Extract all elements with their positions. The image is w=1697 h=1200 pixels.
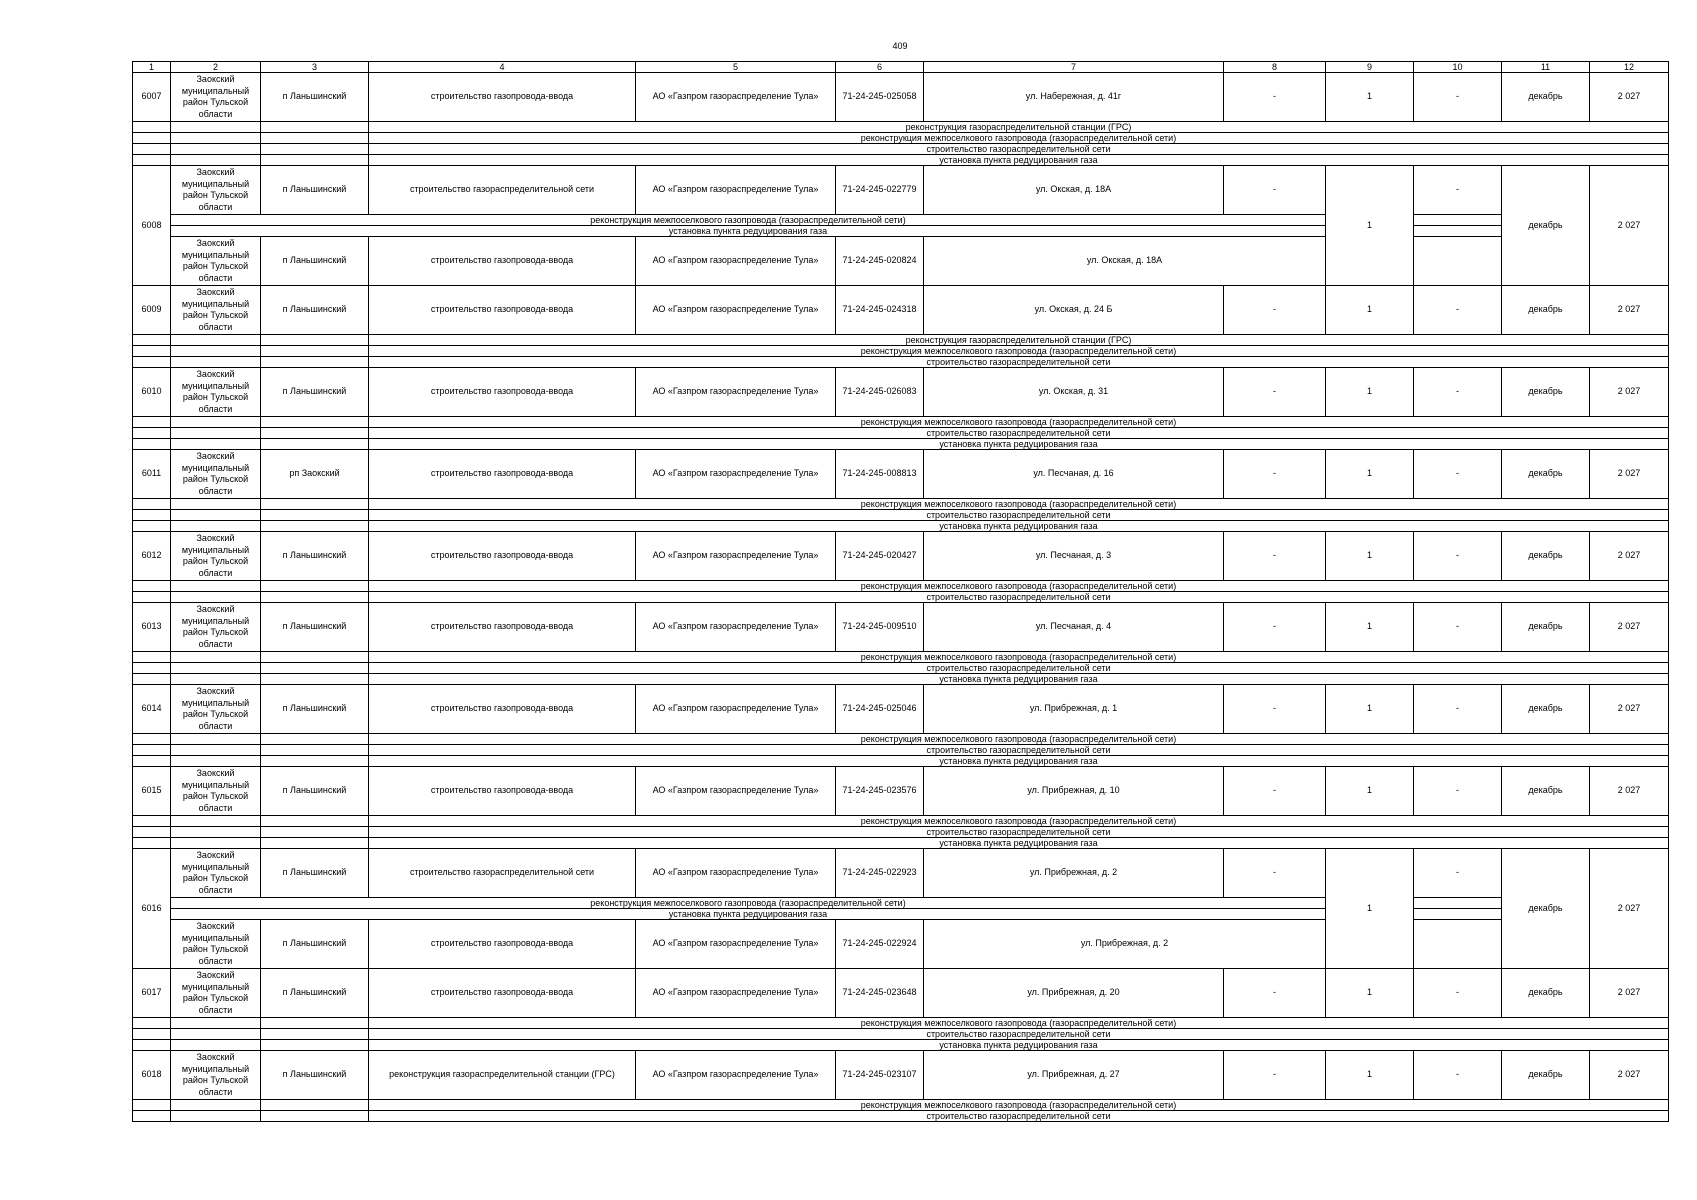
application-code-cell: 71-24-245-022924 bbox=[836, 920, 924, 969]
subwork-text: строительство газораспределительной сети bbox=[369, 663, 1669, 674]
operator-cell: АО «Газпром газораспределение Тула» bbox=[636, 450, 836, 499]
application-code-cell: 71-24-245-025046 bbox=[836, 685, 924, 734]
operator-cell: АО «Газпром газораспределение Тула» bbox=[636, 685, 836, 734]
district-cell: Заокский муниципальный район Тульской области bbox=[171, 286, 261, 335]
column-header: 12 bbox=[1590, 62, 1669, 73]
year-cell: 2 027 bbox=[1590, 1051, 1669, 1100]
subwork-text: установка пункта редуцирования газа bbox=[369, 155, 1669, 166]
value-cell: 1 bbox=[1326, 532, 1414, 581]
work-type-cell: реконструкция газораспределительной станции (ГРС) bbox=[369, 1051, 636, 1100]
subwork-text: реконструкция межпоселкового газопровода (газораспределительной сети) bbox=[369, 816, 1669, 827]
value-cell: - bbox=[1224, 286, 1326, 335]
subwork-row bbox=[133, 510, 1669, 521]
operator-cell: АО «Газпром газораспределение Тула» bbox=[636, 368, 836, 417]
settlement-cell: п Ланьшинский bbox=[261, 603, 369, 652]
district-cell: Заокский муниципальный район Тульской области bbox=[171, 685, 261, 734]
month-cell: декабрь bbox=[1502, 969, 1590, 1018]
subwork-text: строительство газораспределительной сети bbox=[369, 1111, 1669, 1122]
table-row bbox=[133, 920, 1669, 969]
subwork-row bbox=[133, 521, 1669, 532]
subwork-row bbox=[133, 909, 1669, 920]
address-cell: ул. Песчаная, д. 4 bbox=[924, 603, 1224, 652]
year-cell: 2 027 bbox=[1590, 685, 1669, 734]
address-cell: ул. Прибрежная, д. 2 bbox=[924, 920, 1326, 969]
subwork-text: реконструкция межпоселкового газопровода (газораспределительной сети) bbox=[171, 898, 1326, 909]
operator-cell: АО «Газпром газораспределение Тула» bbox=[636, 603, 836, 652]
address-cell: ул. Прибрежная, д. 10 bbox=[924, 767, 1224, 816]
settlement-cell: п Ланьшинский bbox=[261, 368, 369, 417]
settlement-cell: рп Заокский bbox=[261, 450, 369, 499]
table-row bbox=[133, 73, 1669, 122]
month-cell: декабрь bbox=[1502, 450, 1590, 499]
month-cell: декабрь bbox=[1502, 767, 1590, 816]
work-type-cell: строительство газопровода-ввода bbox=[369, 73, 636, 122]
work-type-cell: строительство газораспределительной сети bbox=[369, 849, 636, 898]
value-cell: 1 bbox=[1326, 450, 1414, 499]
subwork-row bbox=[133, 756, 1669, 767]
work-type-cell: строительство газопровода-ввода bbox=[369, 685, 636, 734]
district-cell: Заокский муниципальный район Тульской области bbox=[171, 849, 261, 898]
table-row bbox=[133, 603, 1669, 652]
column-header: 1 bbox=[133, 62, 171, 73]
table-row bbox=[133, 237, 1669, 286]
settlement-cell: п Ланьшинский bbox=[261, 767, 369, 816]
column-header: 11 bbox=[1502, 62, 1590, 73]
value-cell: 1 bbox=[1326, 849, 1414, 969]
value-cell: - bbox=[1414, 767, 1502, 816]
district-cell: Заокский муниципальный район Тульской области bbox=[171, 237, 261, 286]
subwork-row bbox=[133, 581, 1669, 592]
table-row bbox=[133, 969, 1669, 1018]
year-cell: 2 027 bbox=[1590, 767, 1669, 816]
address-cell: ул. Прибрежная, д. 1 bbox=[924, 685, 1224, 734]
value-cell: - bbox=[1224, 767, 1326, 816]
settlement-cell: п Ланьшинский bbox=[261, 166, 369, 215]
work-type-cell: строительство газопровода-ввода bbox=[369, 368, 636, 417]
subwork-text: строительство газораспределительной сети bbox=[369, 745, 1669, 756]
address-cell: ул. Песчаная, д. 16 bbox=[924, 450, 1224, 499]
district-cell: Заокский муниципальный район Тульской области bbox=[171, 532, 261, 581]
month-cell: декабрь bbox=[1502, 1051, 1590, 1100]
address-cell: ул. Окская, д. 31 bbox=[924, 368, 1224, 417]
month-cell: декабрь bbox=[1502, 603, 1590, 652]
district-cell: Заокский муниципальный район Тульской области bbox=[171, 1051, 261, 1100]
operator-cell: АО «Газпром газораспределение Тула» bbox=[636, 237, 836, 286]
value-cell: 1 bbox=[1326, 1051, 1414, 1100]
gasification-table bbox=[132, 61, 1669, 1122]
table-row bbox=[133, 450, 1669, 499]
subwork-row bbox=[133, 652, 1669, 663]
subwork-text: установка пункта редуцирования газа bbox=[171, 226, 1326, 237]
subwork-text: строительство газораспределительной сети bbox=[369, 510, 1669, 521]
settlement-cell: п Ланьшинский bbox=[261, 920, 369, 969]
subwork-text: реконструкция межпоселкового газопровода (газораспределительной сети) bbox=[369, 734, 1669, 745]
application-code-cell: 71-24-245-025058 bbox=[836, 73, 924, 122]
subwork-row bbox=[133, 439, 1669, 450]
value-cell: - bbox=[1414, 368, 1502, 417]
subwork-text: строительство газораспределительной сети bbox=[369, 428, 1669, 439]
subwork-row bbox=[133, 674, 1669, 685]
settlement-cell: п Ланьшинский bbox=[261, 286, 369, 335]
row-number: 6018 bbox=[133, 1051, 171, 1100]
subwork-text: реконструкция межпоселкового газопровода (газораспределительной сети) bbox=[171, 215, 1326, 226]
value-cell: - bbox=[1414, 286, 1502, 335]
subwork-text: установка пункта редуцирования газа bbox=[369, 521, 1669, 532]
value-cell: 1 bbox=[1326, 603, 1414, 652]
column-header: 7 bbox=[924, 62, 1224, 73]
subwork-text: установка пункта редуцирования газа bbox=[369, 756, 1669, 767]
year-cell: 2 027 bbox=[1590, 969, 1669, 1018]
subwork-text: реконструкция газораспределительной станции (ГРС) bbox=[369, 122, 1669, 133]
year-cell: 2 027 bbox=[1590, 368, 1669, 417]
district-cell: Заокский муниципальный район Тульской области bbox=[171, 450, 261, 499]
operator-cell: АО «Газпром газораспределение Тула» bbox=[636, 767, 836, 816]
subwork-row bbox=[133, 663, 1669, 674]
subwork-text: реконструкция межпоселкового газопровода (газораспределительной сети) bbox=[369, 346, 1669, 357]
operator-cell: АО «Газпром газораспределение Тула» bbox=[636, 166, 836, 215]
address-cell: ул. Прибрежная, д. 20 bbox=[924, 969, 1224, 1018]
subwork-row bbox=[133, 335, 1669, 346]
value-cell: 1 bbox=[1326, 368, 1414, 417]
subwork-row bbox=[133, 133, 1669, 144]
value-cell: 1 bbox=[1326, 286, 1414, 335]
work-type-cell: строительство газопровода-ввода bbox=[369, 532, 636, 581]
subwork-row bbox=[133, 734, 1669, 745]
subwork-row bbox=[133, 1100, 1669, 1111]
subwork-text: реконструкция межпоселкового газопровода (газораспределительной сети) bbox=[369, 417, 1669, 428]
year-cell: 2 027 bbox=[1590, 73, 1669, 122]
value-cell: - bbox=[1414, 532, 1502, 581]
subwork-text: реконструкция межпоселкового газопровода (газораспределительной сети) bbox=[369, 1018, 1669, 1029]
row-number: 6017 bbox=[133, 969, 171, 1018]
column-number-header-row bbox=[133, 62, 1669, 73]
value-cell: 1 bbox=[1326, 166, 1414, 286]
row-number: 6009 bbox=[133, 286, 171, 335]
subwork-row bbox=[133, 155, 1669, 166]
year-cell: 2 027 bbox=[1590, 286, 1669, 335]
subwork-text: реконструкция межпоселкового газопровода (газораспределительной сети) bbox=[369, 581, 1669, 592]
table-row bbox=[133, 286, 1669, 335]
work-type-cell: строительство газопровода-ввода bbox=[369, 450, 636, 499]
subwork-row bbox=[133, 827, 1669, 838]
table-row bbox=[133, 849, 1669, 898]
application-code-cell: 71-24-245-022779 bbox=[836, 166, 924, 215]
subwork-row bbox=[133, 346, 1669, 357]
subwork-text: реконструкция межпоселкового газопровода (газораспределительной сети) bbox=[369, 499, 1669, 510]
work-type-cell: строительство газопровода-ввода bbox=[369, 286, 636, 335]
month-cell: декабрь bbox=[1502, 685, 1590, 734]
month-cell: декабрь bbox=[1502, 166, 1590, 286]
application-code-cell: 71-24-245-023576 bbox=[836, 767, 924, 816]
row-number: 6016 bbox=[133, 849, 171, 969]
subwork-text: установка пункта редуцирования газа bbox=[171, 909, 1326, 920]
column-header: 4 bbox=[369, 62, 636, 73]
application-code-cell: 71-24-245-026083 bbox=[836, 368, 924, 417]
value-cell: - bbox=[1224, 1051, 1326, 1100]
column-header: 10 bbox=[1414, 62, 1502, 73]
value-cell: - bbox=[1414, 1051, 1502, 1100]
row-number: 6013 bbox=[133, 603, 171, 652]
month-cell: декабрь bbox=[1502, 849, 1590, 969]
value-cell: 1 bbox=[1326, 969, 1414, 1018]
year-cell: 2 027 bbox=[1590, 532, 1669, 581]
page-number: 409 bbox=[892, 41, 908, 51]
value-cell: - bbox=[1224, 166, 1326, 215]
subwork-row bbox=[133, 838, 1669, 849]
value-cell: - bbox=[1224, 603, 1326, 652]
settlement-cell: п Ланьшинский bbox=[261, 849, 369, 898]
column-header: 5 bbox=[636, 62, 836, 73]
subwork-text: строительство газораспределительной сети bbox=[369, 827, 1669, 838]
value-cell: - bbox=[1414, 969, 1502, 1018]
table-row bbox=[133, 767, 1669, 816]
operator-cell: АО «Газпром газораспределение Тула» bbox=[636, 73, 836, 122]
work-type-cell: строительство газопровода-ввода bbox=[369, 237, 636, 286]
table-row bbox=[133, 368, 1669, 417]
value-cell: 1 bbox=[1326, 767, 1414, 816]
value-cell: - bbox=[1414, 450, 1502, 499]
settlement-cell: п Ланьшинский bbox=[261, 237, 369, 286]
row-number: 6012 bbox=[133, 532, 171, 581]
value-cell: - bbox=[1224, 368, 1326, 417]
district-cell: Заокский муниципальный район Тульской области bbox=[171, 368, 261, 417]
column-header: 2 bbox=[171, 62, 261, 73]
subwork-row bbox=[133, 226, 1669, 237]
year-cell: 2 027 bbox=[1590, 603, 1669, 652]
subwork-text: реконструкция газораспределительной станции (ГРС) bbox=[369, 335, 1669, 346]
subwork-row bbox=[133, 215, 1669, 226]
application-code-cell: 71-24-245-008813 bbox=[836, 450, 924, 499]
subwork-text: строительство газораспределительной сети bbox=[369, 144, 1669, 155]
application-code-cell: 71-24-245-024318 bbox=[836, 286, 924, 335]
subwork-text: строительство газораспределительной сети bbox=[369, 1029, 1669, 1040]
application-code-cell: 71-24-245-023107 bbox=[836, 1051, 924, 1100]
district-cell: Заокский муниципальный район Тульской области bbox=[171, 969, 261, 1018]
value-cell: - bbox=[1414, 73, 1502, 122]
row-number: 6010 bbox=[133, 368, 171, 417]
value-cell: - bbox=[1224, 73, 1326, 122]
subwork-text: установка пункта редуцирования газа bbox=[369, 838, 1669, 849]
column-header: 6 bbox=[836, 62, 924, 73]
district-cell: Заокский муниципальный район Тульской области bbox=[171, 73, 261, 122]
settlement-cell: п Ланьшинский bbox=[261, 969, 369, 1018]
address-cell: ул. Набережная, д. 41г bbox=[924, 73, 1224, 122]
table-row bbox=[133, 685, 1669, 734]
district-cell: Заокский муниципальный район Тульской области bbox=[171, 603, 261, 652]
month-cell: декабрь bbox=[1502, 368, 1590, 417]
month-cell: декабрь bbox=[1502, 73, 1590, 122]
settlement-cell: п Ланьшинский bbox=[261, 685, 369, 734]
operator-cell: АО «Газпром газораспределение Тула» bbox=[636, 286, 836, 335]
operator-cell: АО «Газпром газораспределение Тула» bbox=[636, 532, 836, 581]
column-header: 3 bbox=[261, 62, 369, 73]
value-cell: - bbox=[1414, 166, 1502, 215]
application-code-cell: 71-24-245-022923 bbox=[836, 849, 924, 898]
row-number: 6007 bbox=[133, 73, 171, 122]
subwork-row bbox=[133, 745, 1669, 756]
address-cell: ул. Песчаная, д. 3 bbox=[924, 532, 1224, 581]
year-cell: 2 027 bbox=[1590, 849, 1669, 969]
work-type-cell: строительство газопровода-ввода bbox=[369, 920, 636, 969]
subwork-text: строительство газораспределительной сети bbox=[369, 357, 1669, 368]
work-type-cell: строительство газопровода-ввода bbox=[369, 969, 636, 1018]
district-cell: Заокский муниципальный район Тульской области bbox=[171, 920, 261, 969]
subwork-text: строительство газораспределительной сети bbox=[369, 592, 1669, 603]
table-row bbox=[133, 166, 1669, 215]
subwork-row bbox=[133, 144, 1669, 155]
month-cell: декабрь bbox=[1502, 286, 1590, 335]
value-cell: - bbox=[1414, 849, 1502, 898]
subwork-row bbox=[133, 592, 1669, 603]
value-cell: - bbox=[1224, 969, 1326, 1018]
column-header: 8 bbox=[1224, 62, 1326, 73]
work-type-cell: строительство газораспределительной сети bbox=[369, 166, 636, 215]
table-row bbox=[133, 532, 1669, 581]
operator-cell: АО «Газпром газораспределение Тула» bbox=[636, 1051, 836, 1100]
settlement-cell: п Ланьшинский bbox=[261, 1051, 369, 1100]
table-row bbox=[133, 1051, 1669, 1100]
operator-cell: АО «Газпром газораспределение Тула» bbox=[636, 920, 836, 969]
column-header: 9 bbox=[1326, 62, 1414, 73]
subwork-text: реконструкция межпоселкового газопровода (газораспределительной сети) bbox=[369, 652, 1669, 663]
value-cell: 1 bbox=[1326, 73, 1414, 122]
settlement-cell: п Ланьшинский bbox=[261, 532, 369, 581]
address-cell: ул. Прибрежная, д. 27 bbox=[924, 1051, 1224, 1100]
settlement-cell: п Ланьшинский bbox=[261, 73, 369, 122]
subwork-row bbox=[133, 417, 1669, 428]
row-number: 6008 bbox=[133, 166, 171, 286]
value-cell: - bbox=[1224, 685, 1326, 734]
year-cell: 2 027 bbox=[1590, 166, 1669, 286]
month-cell: декабрь bbox=[1502, 532, 1590, 581]
work-type-cell: строительство газопровода-ввода bbox=[369, 767, 636, 816]
value-cell: - bbox=[1224, 532, 1326, 581]
value-cell: - bbox=[1224, 849, 1326, 898]
district-cell: Заокский муниципальный район Тульской области bbox=[171, 166, 261, 215]
row-number: 6014 bbox=[133, 685, 171, 734]
subwork-row bbox=[133, 499, 1669, 510]
address-cell: ул. Окская, д. 18А bbox=[924, 166, 1224, 215]
row-number: 6015 bbox=[133, 767, 171, 816]
application-code-cell: 71-24-245-020824 bbox=[836, 237, 924, 286]
subwork-text: реконструкция межпоселкового газопровода (газораспределительной сети) bbox=[369, 1100, 1669, 1111]
address-cell: ул. Прибрежная, д. 2 bbox=[924, 849, 1224, 898]
address-cell: ул. Окская, д. 24 Б bbox=[924, 286, 1224, 335]
value-cell: 1 bbox=[1326, 685, 1414, 734]
value-cell: - bbox=[1224, 450, 1326, 499]
subwork-row bbox=[133, 1040, 1669, 1051]
subwork-row bbox=[133, 357, 1669, 368]
value-cell: - bbox=[1414, 685, 1502, 734]
application-code-cell: 71-24-245-009510 bbox=[836, 603, 924, 652]
address-cell: ул. Окская, д. 18А bbox=[924, 237, 1326, 286]
subwork-row bbox=[133, 1029, 1669, 1040]
operator-cell: АО «Газпром газораспределение Тула» bbox=[636, 969, 836, 1018]
district-cell: Заокский муниципальный район Тульской области bbox=[171, 767, 261, 816]
subwork-text: установка пункта редуцирования газа bbox=[369, 439, 1669, 450]
subwork-row bbox=[133, 898, 1669, 909]
operator-cell: АО «Газпром газораспределение Тула» bbox=[636, 849, 836, 898]
value-cell: - bbox=[1414, 603, 1502, 652]
subwork-row bbox=[133, 122, 1669, 133]
subwork-row bbox=[133, 428, 1669, 439]
subwork-text: установка пункта редуцирования газа bbox=[369, 674, 1669, 685]
application-code-cell: 71-24-245-023648 bbox=[836, 969, 924, 1018]
work-type-cell: строительство газопровода-ввода bbox=[369, 603, 636, 652]
subwork-row bbox=[133, 1111, 1669, 1122]
subwork-row bbox=[133, 1018, 1669, 1029]
subwork-text: установка пункта редуцирования газа bbox=[369, 1040, 1669, 1051]
application-code-cell: 71-24-245-020427 bbox=[836, 532, 924, 581]
year-cell: 2 027 bbox=[1590, 450, 1669, 499]
subwork-text: реконструкция межпоселкового газопровода (газораспределительной сети) bbox=[369, 133, 1669, 144]
subwork-row bbox=[133, 816, 1669, 827]
row-number: 6011 bbox=[133, 450, 171, 499]
